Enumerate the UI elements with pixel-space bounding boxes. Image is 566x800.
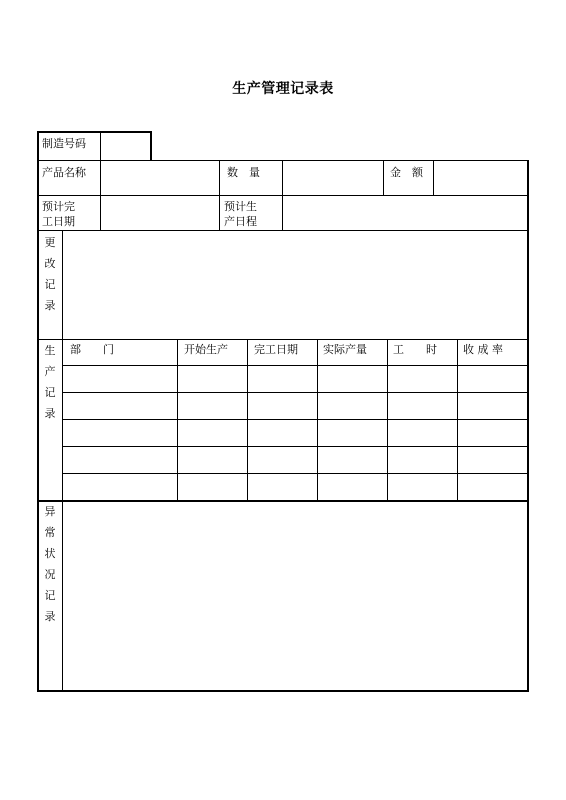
line-row2-mid-left <box>219 160 220 230</box>
column-header-department: 部 门 <box>70 343 114 356</box>
line-mfg-value-right <box>150 131 152 161</box>
line-row2-amount-right <box>433 160 434 195</box>
line-left-border <box>37 131 39 692</box>
line-row1-label-divider <box>100 131 101 230</box>
product-name-label: 产品名称 <box>42 166 86 179</box>
planned-schedule-label-line1: 预计生 <box>224 200 257 213</box>
production-record-label: 生产记录 <box>44 344 56 420</box>
line-prod-row2-bottom <box>62 419 528 420</box>
column-header-work-hours: 工 时 <box>393 343 437 356</box>
line-prod-col1 <box>177 339 178 501</box>
line-prod-row4-bottom <box>62 473 528 474</box>
line-prod-col2 <box>247 339 248 501</box>
line-prod-col3 <box>317 339 318 501</box>
planned-done-label-line2: 工日期 <box>42 215 75 228</box>
planned-done-label-line1: 预计完 <box>42 200 75 213</box>
amount-label: 金 额 <box>390 166 423 179</box>
column-header-start-production: 开始生产 <box>184 343 228 356</box>
line-label-column <box>62 230 63 690</box>
line-change-bottom <box>37 339 528 340</box>
line-right-border <box>527 160 529 692</box>
line-form-bottom <box>37 690 529 692</box>
planned-schedule-label-line2: 产日程 <box>224 215 257 228</box>
quantity-label: 数 量 <box>227 166 260 179</box>
column-header-actual-output: 实际产量 <box>323 343 367 356</box>
line-row2-amount-left <box>383 160 384 195</box>
line-prod-bottom <box>37 500 528 502</box>
column-header-completion-date: 完工日期 <box>254 343 298 356</box>
line-prod-col4 <box>387 339 388 501</box>
column-header-yield-rate: 收 成 率 <box>463 343 503 356</box>
change-record-label: 更改记录 <box>44 236 56 312</box>
line-prod-row1-bottom <box>62 392 528 393</box>
line-row3-bottom <box>37 230 528 231</box>
line-row2-mid-right <box>282 160 283 230</box>
line-prod-header-bottom <box>62 365 528 366</box>
page-title: 生产管理记录表 <box>232 81 334 97</box>
line-prod-row3-bottom <box>62 446 528 447</box>
line-top <box>37 131 152 133</box>
mfg-no-label: 制造号码 <box>42 137 86 150</box>
exception-record-label: 异常状况记录 <box>44 505 56 623</box>
line-prod-col5 <box>457 339 458 501</box>
